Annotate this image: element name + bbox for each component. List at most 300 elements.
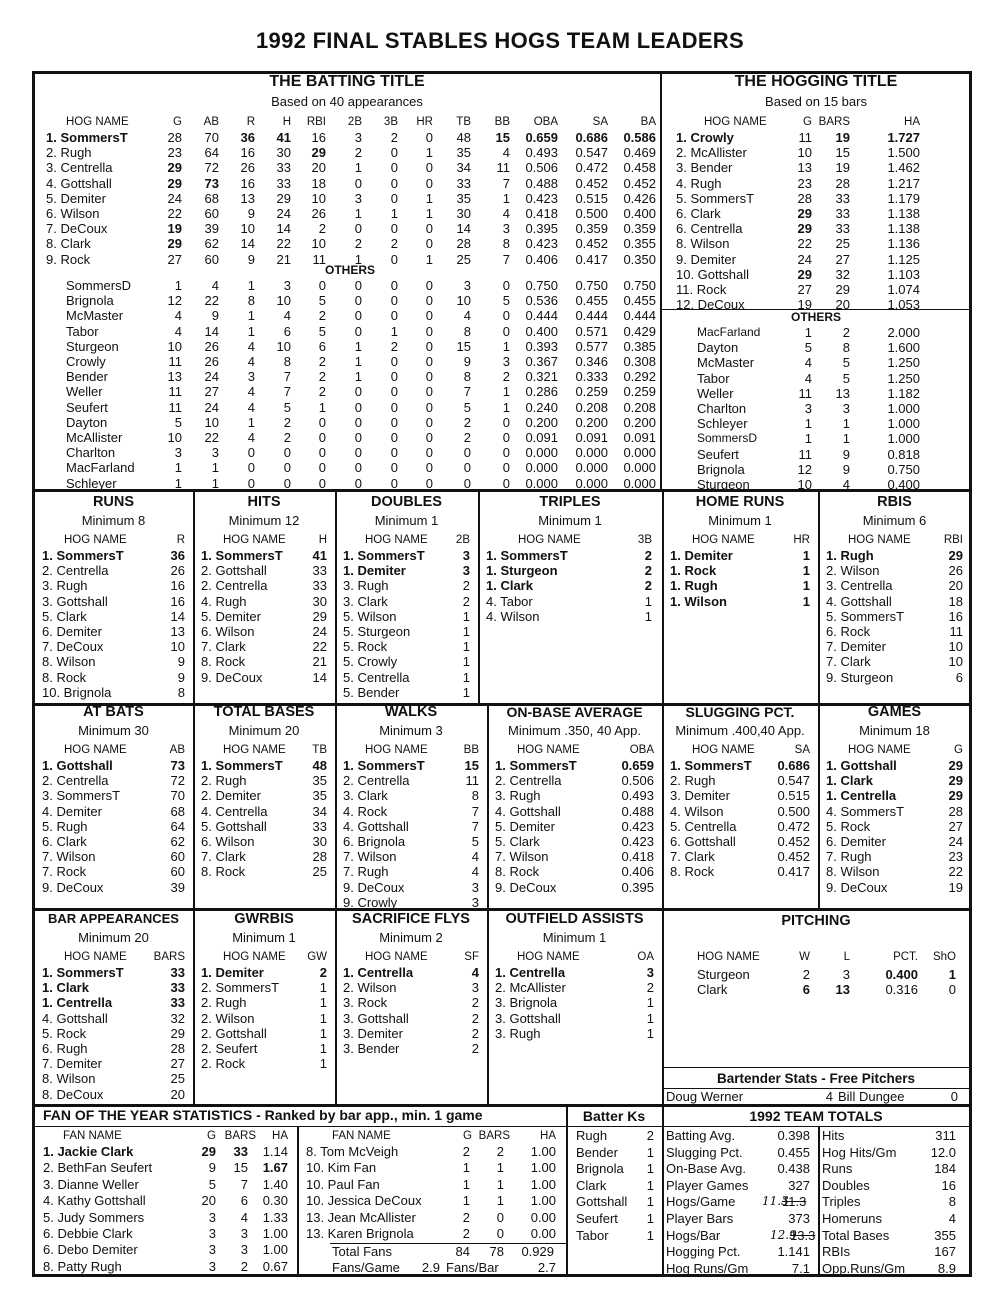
- stat-value: 30: [456, 206, 471, 221]
- column-header: HOG NAME: [66, 116, 129, 128]
- stat-value: 0.571: [575, 323, 608, 339]
- stat-value: 27: [167, 251, 182, 267]
- fan-value: 1.00: [530, 1144, 556, 1159]
- stat-value: 0.500: [575, 206, 608, 221]
- leader-name: 2. Gottshall: [201, 563, 267, 579]
- leader-name: 1. Gottshall: [826, 758, 897, 773]
- stat-value: 11: [798, 130, 812, 145]
- column-header: HOG NAME: [223, 951, 286, 963]
- stat-value: 33: [276, 175, 291, 191]
- leader-name: 3. Clark: [343, 593, 388, 609]
- stat-value: 22: [204, 430, 219, 445]
- leader-name: 1. Sturgeon: [486, 563, 558, 579]
- stat-value: 9: [842, 461, 850, 477]
- leader-name: 1. Rugh: [826, 548, 874, 563]
- stat-value: 0: [425, 308, 433, 324]
- stat-value: 0.750: [887, 461, 920, 477]
- leader-value: 33: [170, 965, 185, 980]
- stat-value: 1: [804, 431, 812, 447]
- leader-name: 4. Tabor: [486, 593, 533, 609]
- stat-value: 0: [283, 445, 291, 461]
- leader-name: 2. Gottshall: [201, 1025, 267, 1041]
- leader-name: 8. Rock: [201, 864, 246, 880]
- section-subtitle: Minimum 1: [374, 513, 439, 528]
- others-label: OTHERS: [324, 263, 375, 277]
- leader-name: 1. SommersT: [343, 548, 425, 563]
- leader-value: 24: [948, 834, 963, 849]
- leader-title-hits: HITS: [247, 494, 281, 510]
- stat-value: 0.469: [623, 145, 656, 161]
- column-header: G: [803, 116, 812, 128]
- stat-value: 24: [204, 369, 219, 385]
- struck-value: 11.3: [782, 1194, 807, 1210]
- leader-name: 2. McAllister: [495, 980, 566, 996]
- batter-k-value: 2: [646, 1128, 654, 1143]
- stat-value: 0: [463, 475, 471, 491]
- leader-title-gwrbis: GWRBIS: [234, 911, 294, 927]
- leader-name: 5. Rock: [343, 639, 388, 655]
- leader-name: 4. Gottshall: [343, 818, 409, 834]
- leader-name: 8. Rock: [42, 669, 87, 685]
- stat-value: 0: [390, 190, 398, 206]
- leader-value: 36: [170, 548, 185, 563]
- stat-value: 0.417: [575, 251, 608, 267]
- hog-name: 12. DeCoux: [676, 297, 745, 313]
- leader-title-slugging-pct-: SLUGGING PCT.: [685, 704, 795, 720]
- stat-value: 1.136: [887, 236, 920, 252]
- stat-value: 0: [283, 460, 291, 476]
- leader-name: 1. Rock: [670, 563, 717, 579]
- stat-value: 14: [204, 323, 219, 339]
- stat-value: 9: [842, 446, 850, 462]
- leader-name: 8. Wilson: [42, 654, 96, 670]
- leader-name: 7. Rugh: [343, 864, 389, 880]
- stat-value: 0.321: [525, 369, 558, 385]
- hog-name: 10. Gottshall: [676, 266, 749, 282]
- stat-value: 0.515: [575, 190, 608, 206]
- leader-value: 0.452: [777, 834, 810, 849]
- stat-value: 33: [835, 206, 850, 221]
- leader-name: 2. Wilson: [343, 980, 397, 996]
- stat-value: 0.359: [623, 221, 656, 237]
- leader-name: 1. Centrella: [343, 965, 414, 980]
- col-divider: [297, 1126, 299, 1277]
- leader-value: 4: [471, 864, 479, 880]
- leader-name: 1. Wilson: [670, 593, 727, 609]
- stat-value: 2: [390, 338, 398, 354]
- fan-value: 3: [208, 1209, 216, 1225]
- leader-name: 5. Rugh: [42, 818, 88, 834]
- column-header: 3B: [383, 116, 398, 128]
- stat-value: 0: [354, 399, 362, 415]
- stat-value: 21: [276, 251, 291, 267]
- stat-value: 14: [276, 221, 291, 237]
- stat-value: 4: [247, 338, 255, 354]
- stat-value: 1.217: [887, 175, 920, 191]
- stat-value: 1.138: [887, 206, 920, 221]
- leader-name: 3. Centrella: [826, 578, 893, 594]
- batter-name: Crowly: [66, 354, 106, 369]
- stat-value: 32: [835, 266, 850, 282]
- stat-value: 1: [354, 369, 362, 385]
- stat-value: 8: [283, 354, 291, 369]
- stat-value: 1: [502, 190, 510, 206]
- column-header: HOG NAME: [692, 744, 755, 756]
- section-subtitle: Minimum 30: [78, 723, 149, 738]
- stat-value: 4: [247, 354, 255, 369]
- leader-value: 29: [948, 758, 963, 773]
- leader-value: 1: [319, 1056, 327, 1072]
- leader-title-triples: TRIPLES: [539, 494, 601, 510]
- leader-name: 7. Rugh: [826, 849, 872, 865]
- leader-value: 6: [955, 669, 963, 685]
- stat-value: 2: [318, 308, 326, 324]
- stat-value: 0: [463, 460, 471, 476]
- stat-value: 0.547: [575, 145, 608, 161]
- stat-value: 10: [797, 477, 812, 492]
- fan-value: 2.7: [537, 1260, 556, 1275]
- stat-value: 26: [240, 160, 255, 176]
- stat-value: 19: [797, 297, 812, 313]
- column-header: HA: [904, 116, 920, 128]
- stat-value: 4: [842, 477, 850, 492]
- stat-value: 18: [311, 175, 326, 191]
- stat-value: 0.418: [525, 206, 558, 221]
- leader-value: 22: [948, 864, 963, 880]
- hog-name: 6. Clark: [676, 206, 721, 221]
- stat-value: 10: [311, 190, 326, 206]
- stat-value: 4: [502, 206, 510, 221]
- leader-name: 1. Centrella: [826, 788, 897, 804]
- stat-value: 16: [240, 175, 255, 191]
- stat-value: 0: [354, 221, 362, 237]
- fan-name: 10. Paul Fan: [306, 1176, 380, 1192]
- leader-name: 9. DeCoux: [826, 879, 888, 895]
- stat-value: 13: [167, 369, 182, 385]
- stat-value: 30: [276, 145, 291, 161]
- stat-value: 4: [247, 399, 255, 415]
- leader-value: 0.472: [777, 818, 810, 834]
- stat-value: 0.000: [623, 475, 656, 491]
- leader-value: 33: [170, 980, 185, 996]
- stat-value: 26: [204, 338, 219, 354]
- leader-value: 1: [462, 684, 470, 700]
- stat-value: 0.000: [525, 460, 558, 476]
- stat-value: 8: [247, 293, 255, 309]
- fan-value: 3: [240, 1226, 248, 1241]
- stat-value: 5: [318, 323, 326, 339]
- column-header: OA: [637, 951, 654, 963]
- stat-value: 1: [390, 323, 398, 339]
- stat-value: 15: [456, 338, 471, 354]
- leader-name: 4. Rugh: [201, 593, 247, 609]
- column-header: OBA: [629, 744, 654, 756]
- batter-name: SommersD: [66, 278, 132, 293]
- column-header: BARS: [224, 1130, 256, 1142]
- stat-value: 2: [463, 414, 471, 430]
- stat-value: 0.091: [525, 430, 558, 445]
- stat-value: 0: [425, 414, 433, 430]
- stat-value: 11: [496, 160, 510, 176]
- leader-value: 0.488: [621, 803, 654, 819]
- leader-name: 3. Rugh: [495, 788, 541, 804]
- fan-value: 0.00: [530, 1226, 556, 1241]
- section-subtitle: Minimum 1: [708, 513, 772, 528]
- section-subtitle: Based on 15 bars: [765, 94, 867, 109]
- stat-value: 1: [354, 206, 362, 221]
- leader-name: 1. Clark: [42, 980, 89, 996]
- stat-value: 1: [247, 278, 255, 293]
- stat-value: 7: [283, 384, 291, 400]
- stat-value: 1: [804, 416, 812, 432]
- batter-k-name: Gottshall: [576, 1194, 628, 1210]
- stat-value: 24: [204, 399, 219, 415]
- leader-value: 1: [802, 578, 810, 594]
- stat-value: 0.350: [623, 251, 656, 267]
- column-header: FAN NAME: [63, 1130, 122, 1142]
- batter-name: Charlton: [66, 445, 116, 461]
- leader-name: 2. Wilson: [826, 563, 880, 579]
- batter-name: Weller: [66, 384, 103, 400]
- column-header: L: [843, 951, 850, 963]
- leader-value: 30: [312, 834, 327, 849]
- stat-value: 28: [167, 130, 182, 145]
- column-header: HOG NAME: [365, 951, 428, 963]
- hog-name: 11. Rock: [676, 282, 727, 297]
- leader-value: 34: [312, 803, 327, 819]
- leader-name: 3. Rugh: [42, 578, 88, 594]
- fan-value: 0.929: [521, 1244, 554, 1259]
- column-header: 2B: [455, 534, 470, 546]
- column-header: AB: [169, 744, 185, 756]
- stat-value: 4: [825, 1089, 833, 1104]
- stat-value: 1: [211, 460, 219, 476]
- team-stat-value: 327: [788, 1177, 810, 1193]
- leader-value: 1: [462, 669, 470, 685]
- stat-value: 0: [247, 475, 255, 491]
- team-stat-label: Slugging Pct.: [666, 1144, 743, 1160]
- leader-value: 0.417: [777, 864, 810, 880]
- column-header: HR: [793, 534, 810, 546]
- stat-value: 13: [797, 160, 812, 176]
- leader-value: 21: [312, 654, 327, 670]
- stat-value: 0: [318, 414, 326, 430]
- stat-value: 35: [456, 145, 471, 161]
- stat-value: 0.000: [525, 475, 558, 491]
- stat-value: 22: [204, 293, 219, 309]
- stat-value: 29: [167, 160, 182, 176]
- stat-value: 0: [502, 414, 510, 430]
- stat-value: 0.259: [623, 384, 656, 400]
- stat-value: 0: [425, 475, 433, 491]
- leader-value: 2: [471, 995, 479, 1011]
- stat-value: 0: [425, 399, 433, 415]
- leader-name: 7. Demiter: [42, 1056, 102, 1072]
- stat-value: 9: [463, 354, 471, 369]
- stat-value: 13: [835, 385, 850, 401]
- handwritten-correction: 12.9: [770, 1227, 797, 1242]
- stat-value: 28: [835, 175, 850, 191]
- hog-name: 6. Centrella: [676, 221, 743, 237]
- leader-value: 7: [471, 818, 479, 834]
- stat-value: 29: [276, 190, 291, 206]
- leader-value: 14: [312, 669, 327, 685]
- fan-value: 3: [208, 1258, 216, 1274]
- others-label: OTHERS: [790, 310, 841, 324]
- stat-value: 22: [276, 236, 291, 252]
- leader-name: 7. Wilson: [42, 849, 96, 865]
- leader-name: 7. Clark: [826, 654, 871, 670]
- leader-value: 10: [170, 639, 185, 655]
- batter-k-name: Bender: [576, 1144, 618, 1160]
- stat-value: 0.000: [575, 445, 608, 461]
- column-header: G: [173, 116, 182, 128]
- stat-value: 1: [425, 251, 433, 267]
- stat-value: 0: [318, 475, 326, 491]
- stat-value: 2: [318, 369, 326, 385]
- stat-value: 0.493: [525, 145, 558, 161]
- leader-name: 6. Brignola: [343, 834, 406, 849]
- batter-k-value: 1: [646, 1177, 654, 1193]
- stat-value: 0: [354, 323, 362, 339]
- stat-value: 0: [318, 278, 326, 293]
- stat-value: 33: [276, 160, 291, 176]
- stat-value: 9: [211, 308, 219, 324]
- leader-name: 4. Wilson: [486, 608, 540, 624]
- hog-name: 1. Crowly: [676, 130, 734, 145]
- stat-value: 7: [463, 384, 471, 400]
- fans-title: FAN OF THE YEAR STATISTICS - Ranked by bar app., min. 1 game: [43, 1107, 483, 1123]
- stat-value: 0: [425, 338, 433, 354]
- leader-name: 7. DeCoux: [42, 639, 104, 655]
- stat-value: 6: [318, 338, 326, 354]
- stat-value: 1.074: [887, 282, 920, 297]
- team-stat-value: 7.1: [791, 1260, 810, 1276]
- stat-value: 11: [168, 399, 182, 415]
- stat-value: 14: [240, 236, 255, 252]
- stat-value: 0.455: [623, 293, 656, 309]
- leader-name: 2. Centrella: [201, 578, 268, 594]
- stat-value: 0: [354, 308, 362, 324]
- stat-value: 3: [211, 445, 219, 461]
- leader-value: 70: [170, 788, 185, 804]
- column-header: R: [176, 534, 185, 546]
- column-header: HOG NAME: [517, 744, 580, 756]
- leader-value: 1: [644, 608, 652, 624]
- leader-name: 3. Rugh: [343, 578, 389, 594]
- column-header: BARS: [818, 116, 850, 128]
- column-header: BARS: [153, 951, 185, 963]
- leader-value: 0.493: [621, 788, 654, 804]
- fan-value: 2.9: [421, 1260, 440, 1275]
- stat-value: 8: [842, 340, 850, 356]
- stat-value: 1.462: [887, 160, 920, 176]
- fan-value: 2: [462, 1209, 470, 1225]
- stat-value: 23: [797, 175, 812, 191]
- fan-value: 0.30: [262, 1193, 288, 1209]
- column-header: HOG NAME: [64, 744, 127, 756]
- stat-value: 5: [283, 399, 291, 415]
- batter-k-name: Clark: [576, 1177, 607, 1193]
- stat-value: 0: [425, 445, 433, 461]
- column-header: HOG NAME: [365, 744, 428, 756]
- leader-name: 6. Rock: [826, 624, 871, 639]
- col-divider: [660, 73, 662, 489]
- fan-value: 3: [240, 1242, 248, 1258]
- stat-value: 29: [797, 266, 812, 282]
- stat-value: 0: [318, 430, 326, 445]
- stat-value: 1.053: [887, 297, 920, 313]
- leader-value: 1: [319, 1041, 327, 1056]
- leader-name: 4. Wilson: [670, 803, 724, 819]
- leader-value: 0.515: [777, 788, 810, 804]
- stat-value: 0: [502, 460, 510, 476]
- bartender-name: Bill Dungee: [838, 1089, 905, 1104]
- stat-value: 0: [950, 1089, 958, 1104]
- leader-name: 2. Centrella: [343, 773, 410, 789]
- fan-value: 1: [496, 1193, 504, 1209]
- leader-value: 29: [948, 788, 963, 804]
- stat-value: 62: [204, 236, 219, 252]
- stat-value: 22: [797, 236, 812, 252]
- stat-value: 2: [842, 325, 850, 340]
- stat-value: 27: [204, 384, 219, 400]
- stat-value: 0.346: [575, 354, 608, 369]
- hog-name: Seufert: [697, 446, 739, 462]
- stat-value: 0: [390, 460, 398, 476]
- batter-name: 3. Centrella: [46, 160, 113, 176]
- leader-value: 3: [471, 894, 479, 910]
- section-subtitle: Minimum 1: [232, 930, 296, 945]
- stat-value: 4: [174, 323, 182, 339]
- stat-value: 0.091: [623, 430, 656, 445]
- stat-value: 72: [204, 160, 219, 176]
- stat-value: 0: [354, 278, 362, 293]
- leader-value: 60: [170, 849, 185, 865]
- stat-value: 0: [354, 414, 362, 430]
- leader-name: 2. Seufert: [201, 1041, 258, 1056]
- stat-value: 4: [247, 384, 255, 400]
- stat-value: 0.818: [887, 446, 920, 462]
- stat-value: 0: [390, 369, 398, 385]
- stat-value: 33: [835, 221, 850, 237]
- leader-name: 9. Crowly: [343, 894, 398, 910]
- stat-value: 1: [502, 399, 510, 415]
- fan-value: 0: [496, 1209, 504, 1225]
- stat-value: 5: [318, 293, 326, 309]
- leader-value: 2: [319, 965, 327, 980]
- stat-value: 0.455: [575, 293, 608, 309]
- leader-name: 4. Centrella: [201, 803, 268, 819]
- fan-value: 3: [208, 1226, 216, 1241]
- team-stat-value: 1.141: [777, 1244, 810, 1260]
- stat-value: 26: [204, 354, 219, 369]
- team-stat-label: Runs: [822, 1161, 853, 1177]
- leader-value: 0.686: [777, 758, 810, 773]
- stat-value: 10: [311, 236, 326, 252]
- stat-value: 0: [425, 293, 433, 309]
- stat-value: 0: [390, 175, 398, 191]
- batter-k-name: Rugh: [576, 1128, 608, 1143]
- leader-name: 5. Bender: [343, 684, 400, 700]
- bartender-divider: [662, 1067, 971, 1068]
- column-header: G: [463, 1130, 472, 1142]
- stat-value: 2: [390, 236, 398, 252]
- column-header: SF: [464, 951, 479, 963]
- batter-k-value: 1: [646, 1194, 654, 1210]
- section-subtitle: Minimum 8: [81, 513, 146, 528]
- fan-name: 5. Judy Sommers: [43, 1209, 145, 1225]
